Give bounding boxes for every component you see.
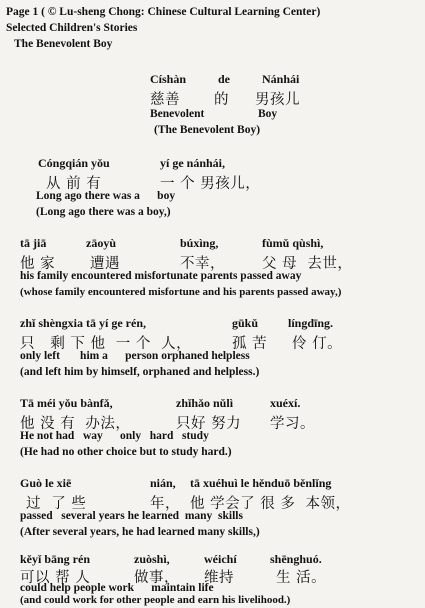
- stanza-2-gloss: his family encountered misfortunate parents passed away: [20, 270, 302, 282]
- stanza-3-hanzi-c: 伶 仃。: [292, 336, 343, 352]
- stanza-6-pinyin-a: kěyǐ bāng rén: [20, 552, 91, 566]
- stanza-6-translation: (and could work for other people and earn his livelihood.): [20, 594, 291, 606]
- stanza-3-translation: (and left him by himself, orphaned and helpless.): [20, 366, 260, 378]
- stanza-5-pinyin-b: nián,: [150, 476, 176, 490]
- collection-title: Selected Children's Stories: [6, 22, 138, 34]
- stanza-4-pinyin-b: zhǐhǎo nǔlì: [176, 396, 234, 410]
- stanza-1-gloss: Long ago there was a boy: [36, 190, 176, 202]
- stanza-4-hanzi-c: 学习。: [270, 416, 315, 432]
- stanza-3-pinyin-a: zhǐ shèngxia tā yí ge rén,: [20, 316, 146, 330]
- stanza-1-translation: (Long ago there was a boy,): [36, 206, 171, 218]
- stanza-5-gloss: passed several years he learned many skills: [20, 510, 243, 522]
- story-title-english: The Benevolent Boy: [14, 38, 113, 50]
- stanza-4-gloss: He not had way only hard study: [20, 430, 209, 442]
- stanza-2-pinyin-c: búxìng,: [180, 236, 219, 250]
- stanza-3-pinyin-b: gūkǔ: [232, 316, 259, 330]
- title-gloss-1: Benevolent: [150, 108, 205, 120]
- stanza-4-hanzi-a: 他 没 有 办法，: [20, 416, 131, 432]
- stanza-5-pinyin-c: tā xuéhuì le hěnduō běnlǐng: [190, 476, 332, 490]
- stanza-3-gloss: only left him a person orphaned helpless: [20, 350, 250, 362]
- stanza-4-pinyin-a: Tā méi yǒu bànfǎ,: [20, 396, 113, 410]
- title-hanzi-3: 男孩儿: [255, 92, 300, 108]
- stanza-2-hanzi-b: 遭遇: [90, 256, 120, 272]
- stanza-4-translation: (He had no other choice but to study hard.): [20, 446, 232, 458]
- stanza-4-hanzi-b: 只好 努力: [176, 416, 242, 432]
- stanza-3-hanzi-b: 孤 苦: [232, 336, 268, 352]
- title-pinyin-1: Císhàn: [150, 72, 187, 86]
- stanza-2-translation: (whose family encountered misfortune and his parents passed away,): [20, 286, 342, 298]
- stanza-2-pinyin-d: fùmǔ qùshì,: [262, 236, 324, 250]
- stanza-2-pinyin-a: tā jiā: [20, 236, 47, 250]
- stanza-4-pinyin-c: xuéxí.: [270, 396, 301, 410]
- title-pinyin-2: de: [218, 72, 230, 86]
- stanza-5-pinyin-a: Guò le xiē: [20, 476, 72, 490]
- stanza-3-pinyin-c: língdīng.: [288, 316, 334, 330]
- stanza-2-hanzi-a: 他 家: [20, 256, 56, 272]
- stanza-1-pinyin-b: yí ge nánhái,: [160, 156, 226, 170]
- title-gloss-2: Boy: [258, 108, 278, 120]
- stanza-1-pinyin-a: Cóngqián yǒu: [38, 156, 110, 170]
- title-hanzi-1: 慈善: [150, 92, 180, 108]
- stanza-5-translation: (After several years, he had learned many skills,): [20, 526, 260, 538]
- stanza-2-hanzi-d: 父 母 去世，: [262, 256, 353, 272]
- stanza-6-hanzi-a: 可以 帮 人: [20, 570, 91, 586]
- title-pinyin-3: Nánhái: [262, 72, 300, 86]
- stanza-5-hanzi-b: 年，: [150, 496, 180, 512]
- stanza-6-hanzi-b: 做事，: [134, 570, 179, 586]
- title-hanzi-2: 的: [214, 92, 229, 108]
- stanza-6-hanzi-d: 生 活。: [276, 570, 327, 586]
- stanza-6-gloss: could help people work maintain life: [20, 582, 214, 594]
- stanza-1-hanzi-b: 一 个 男孩儿，: [160, 176, 261, 192]
- stanza-6-pinyin-c: wéichí: [204, 552, 237, 566]
- stanza-2-hanzi-c: 不幸，: [180, 256, 225, 272]
- stanza-6-pinyin-d: shēnghuó.: [270, 552, 322, 566]
- stanza-3-hanzi-a: 只 剩 下 他 一 个 人，: [20, 336, 192, 352]
- stanza-5-hanzi-a: 过 了 些: [26, 496, 87, 512]
- page-header-line: Page 1 ( © Lu-sheng Chong: Chinese Cultural Learning Center): [6, 6, 321, 18]
- stanza-6-pinyin-b: zuòshì,: [134, 552, 170, 566]
- stanza-6-hanzi-c: 维持: [204, 570, 234, 586]
- stanza-1-hanzi-a: 从 前 有: [46, 176, 102, 192]
- stanza-5-hanzi-c: 他 学会了 很 多 本领，: [190, 496, 351, 512]
- title-translation: (The Benevolent Boy): [154, 124, 261, 136]
- stanza-2-pinyin-b: zāoyù: [86, 236, 116, 250]
